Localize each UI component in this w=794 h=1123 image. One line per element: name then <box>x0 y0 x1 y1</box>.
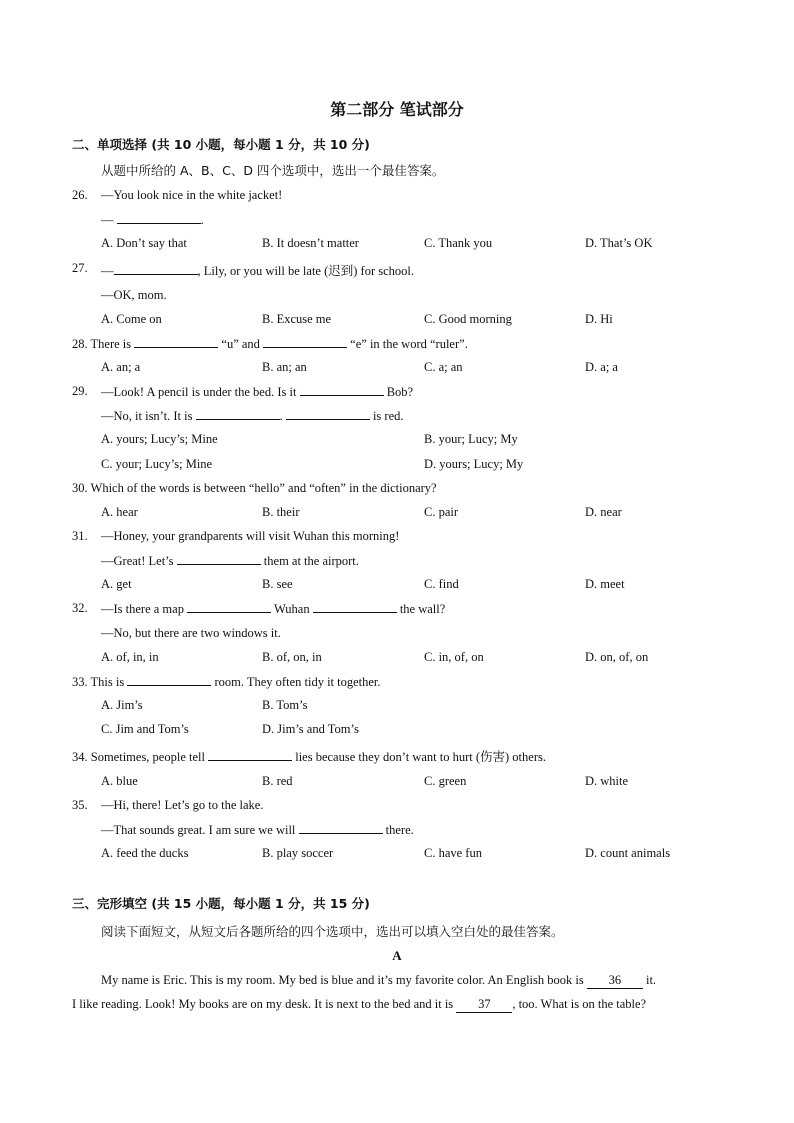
question-text: —Look! A pencil is under the bed. Is it Bob? <box>101 385 414 399</box>
question-text: 30. Which of the words is between “hello” and “often” in the dictionary? <box>72 481 437 495</box>
question-text: —Hi, there! Let’s go to the lake. <box>101 798 264 812</box>
option-d: D. That’s OK <box>585 236 653 250</box>
answer-blank <box>196 408 280 420</box>
option-d: D. Jim’s and Tom’s <box>262 722 359 736</box>
option-b: B. Tom’s <box>262 698 308 712</box>
option-c: C. have fun <box>424 846 482 860</box>
section-instruction: 阅读下面短文，从短文后各题所给的四个选项中，选出可以填入空白处的最佳答案。 <box>101 924 564 939</box>
question-number: 29. <box>72 384 88 398</box>
question-reply: —No, but there are two windows it. <box>101 626 281 640</box>
question-answer-line: — . <box>101 213 204 227</box>
question-text: —Is there a map Wuhan the wall? <box>101 602 446 616</box>
cloze-blank-number: 36 <box>587 973 643 989</box>
option-a: A. an; a <box>101 360 141 374</box>
option-a: A. Jim’s <box>101 698 143 712</box>
option-a: A. hear <box>101 505 138 519</box>
answer-blank <box>263 336 347 348</box>
option-a: A. of, in, in <box>101 650 159 664</box>
cloze-blank-number: 37 <box>456 997 512 1013</box>
question-number: 27. <box>72 261 88 275</box>
option-d: D. near <box>585 505 622 519</box>
section-instruction: 从题中所给的 A、B、C、D 四个选项中，选出一个最佳答案。 <box>101 163 445 178</box>
section-heading-single-choice: 二、单项选择 (共 10 小题，每小题 1 分，共 10 分) <box>72 137 370 152</box>
question-text: 34. Sometimes, people tell lies because they don’t want to hurt (伤害) others. <box>72 750 546 764</box>
answer-blank <box>187 601 271 613</box>
question-reply: —OK, mom. <box>101 288 167 302</box>
page-title: 第二部分 笔试部分 <box>330 100 464 119</box>
option-c: C. Good morning <box>424 312 512 326</box>
passage-line: My name is Eric. This is my room. My bed is blue and it’s my favorite color. An English book is 36 it. <box>101 973 657 987</box>
question-text: — , Lily, or you will be late (迟到) for school. <box>101 264 415 278</box>
option-d: D. white <box>585 774 629 788</box>
option-b: B. It doesn’t matter <box>262 236 359 250</box>
answer-blank <box>177 553 261 565</box>
option-a: A. feed the ducks <box>101 846 189 860</box>
answer-blank <box>134 336 218 348</box>
option-b: B. Excuse me <box>262 312 332 326</box>
option-c: C. Thank you <box>424 236 493 250</box>
option-a: A. Come on <box>101 312 162 326</box>
option-c: C. in, of, on <box>424 650 484 664</box>
question-text: 28. There is “u” and “e” in the word “ruler”. <box>72 337 468 351</box>
option-b: B. an; an <box>262 360 307 374</box>
question-text: 33. This is room. They often tidy it together. <box>72 675 381 689</box>
question-text: —Honey, your grandparents will visit Wuhan this morning! <box>101 529 400 543</box>
option-c: C. a; an <box>424 360 463 374</box>
question-reply: —No, it isn’t. It is . is red. <box>101 409 404 423</box>
question-number: 32. <box>72 601 88 615</box>
option-c: C. Jim and Tom’s <box>101 722 189 736</box>
option-d: D. a; a <box>585 360 618 374</box>
passage-line: I like reading. Look! My books are on my desk. It is next to the bed and it is 37 , too. What is on the table? <box>72 997 647 1011</box>
answer-blank <box>208 749 292 761</box>
option-b: B. their <box>262 505 300 519</box>
option-a: A. get <box>101 577 132 591</box>
option-d: D. on, of, on <box>585 650 649 664</box>
option-c: C. pair <box>424 505 459 519</box>
answer-blank <box>114 263 198 275</box>
option-a: A. Don’t say that <box>101 236 187 250</box>
option-b: B. your; Lucy; My <box>424 432 518 446</box>
option-a: A. yours; Lucy’s; Mine <box>101 432 218 446</box>
option-b: B. see <box>262 577 293 591</box>
question-number: 35. <box>72 798 88 812</box>
option-d: D. meet <box>585 577 625 591</box>
answer-blank <box>313 601 397 613</box>
section-heading-cloze: 三、完形填空 (共 15 小题，每小题 1 分，共 15 分) <box>72 896 370 911</box>
answer-blank <box>300 384 384 396</box>
question-reply: —That sounds great. I am sure we will there. <box>101 823 414 837</box>
option-b: B. red <box>262 774 293 788</box>
question-number: 31. <box>72 529 88 543</box>
passage-label: A <box>392 948 402 963</box>
option-d: D. yours; Lucy; My <box>424 457 524 471</box>
question-reply: —Great! Let’s them at the airport. <box>101 554 359 568</box>
answer-blank <box>299 822 383 834</box>
option-c: C. your; Lucy’s; Mine <box>101 457 213 471</box>
option-c: C. green <box>424 774 467 788</box>
option-d: D. count animals <box>585 846 671 860</box>
option-a: A. blue <box>101 774 138 788</box>
option-b: B. play soccer <box>262 846 334 860</box>
question-text: —You look nice in the white jacket! <box>101 188 283 202</box>
answer-blank <box>117 212 201 224</box>
option-d: D. Hi <box>585 312 613 326</box>
option-c: C. find <box>424 577 459 591</box>
answer-blank <box>127 674 211 686</box>
question-number: 26. <box>72 188 88 202</box>
answer-blank <box>286 408 370 420</box>
option-b: B. of, on, in <box>262 650 322 664</box>
